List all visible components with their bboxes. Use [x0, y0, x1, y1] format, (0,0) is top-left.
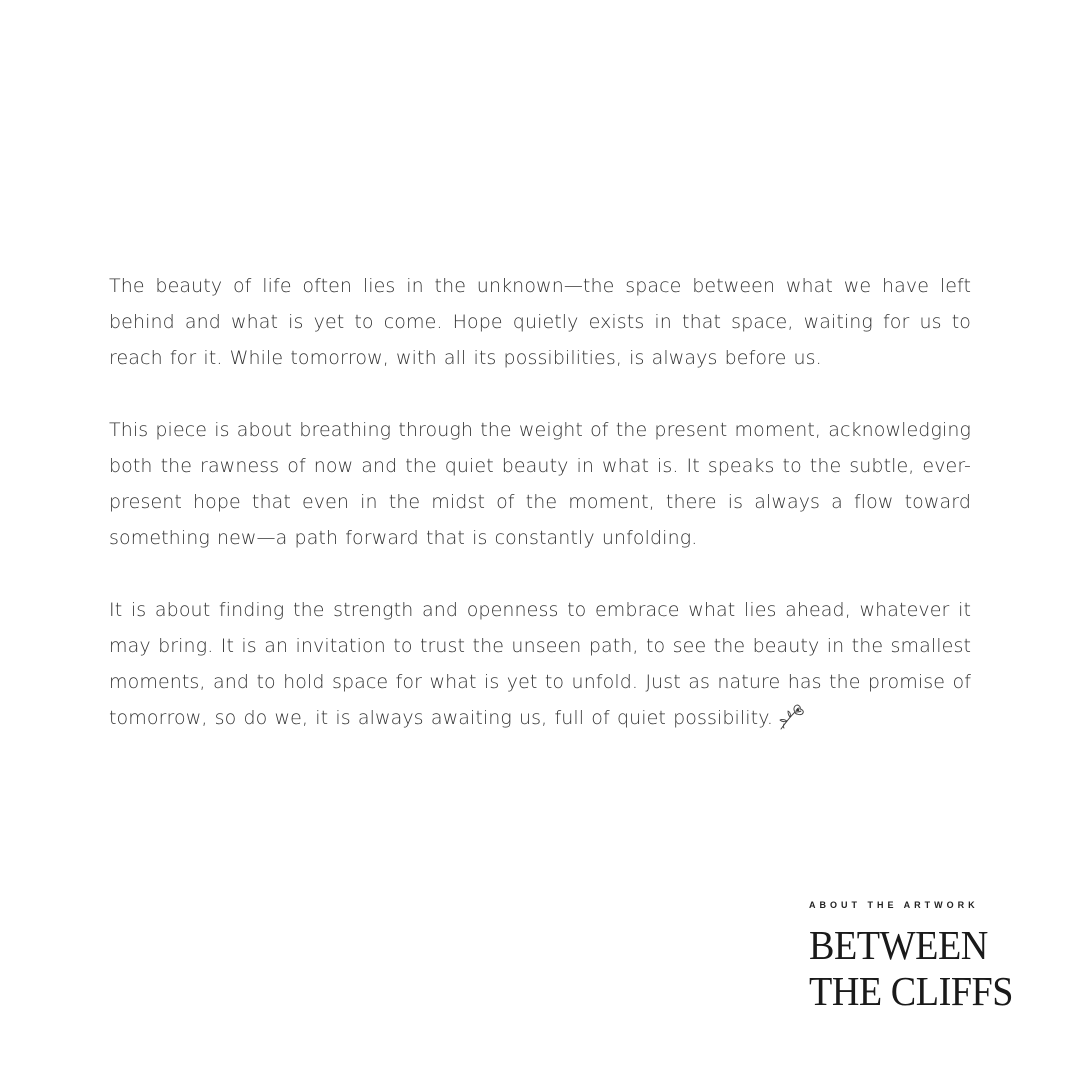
essay-paragraph-3 — [109, 592, 971, 736]
artwork-title — [809, 922, 1032, 1014]
essay-paragraph-2: This piece is about breathing through the weight of the present moment, acknowledging both the rawness of now and the quiet beauty in what is. It speaks to the subtle, ever-present hope that even in the midst of the moment, there is always a flow toward something new—a path forward that is constantly unfolding. — [109, 419, 971, 549]
caption-eyebrow: ABOUT THE ARTWORK — [809, 900, 979, 910]
essay-paragraph-1: The beauty of life often lies in the unknown—the space between what we have left behind and what is yet to come. Hope quietly exists in that space, waiting for us to reach for it. While tomorrow, with all its possibilities, is always before us. — [109, 275, 971, 369]
artwork-title-line-2: THE CLIFFS — [809, 968, 1014, 1014]
essay-paragraph-3-text: It is about finding the strength and openness to embrace what lies ahead, whatever it may bring. It is an invitation to trust the unseen path, to see the beauty in the smallest moments, and to hold space for what is yet to unfold. Just as nature has the promise of tomorrow, so do we, it is always awaiting us, full of quiet possibility. — [109, 599, 971, 729]
artwork-title-line-1: BETWEEN — [809, 922, 988, 968]
flower-sketch-icon — [775, 700, 807, 732]
essay-body — [109, 268, 971, 736]
artwork-caption — [809, 900, 1049, 1014]
